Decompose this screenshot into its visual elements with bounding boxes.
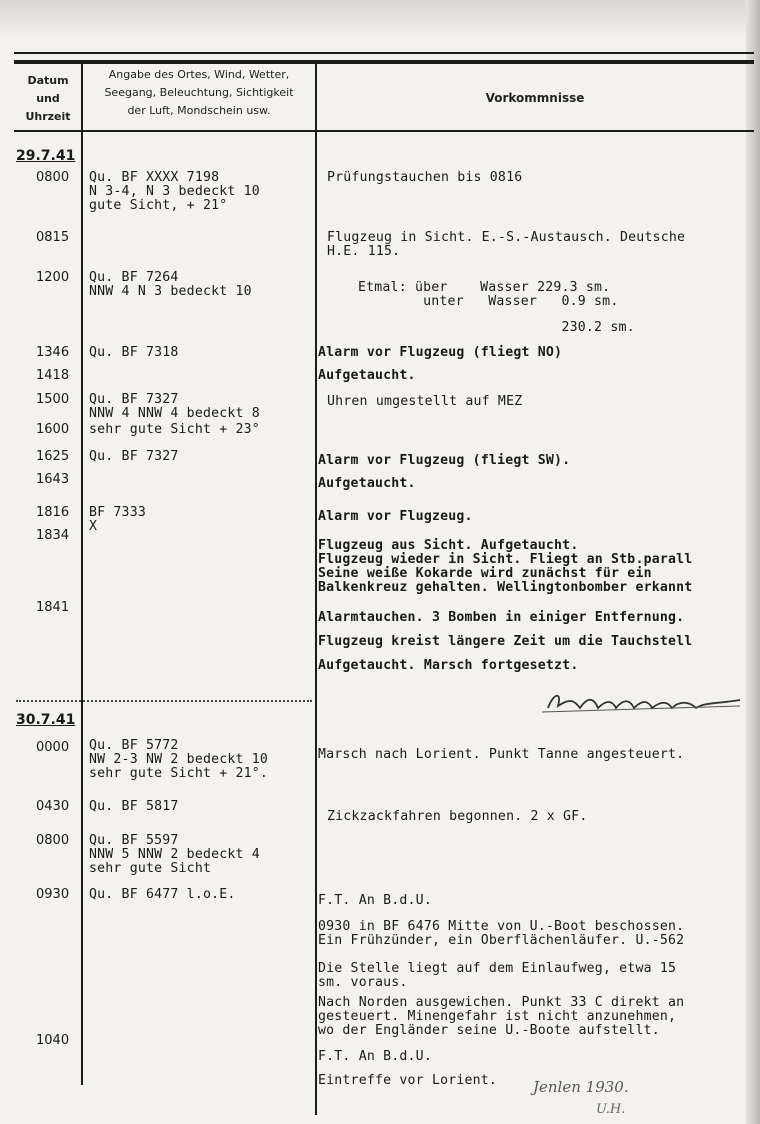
entry-event-line: F.T. An B.d.U. bbox=[318, 1049, 432, 1064]
entry-location-line: N 3-4, N 3 bedeckt 10 bbox=[89, 184, 260, 199]
entry-time: 1643 bbox=[36, 472, 70, 487]
entry-location-line: NNW 4 NNW 4 bedeckt 8 bbox=[89, 406, 260, 421]
header-location: Angabe des Ortes, Wind, Wetter, Seegang, Beleuchtung, Sichtigkeit der Luft, Mondschein usw. bbox=[104, 68, 294, 117]
entry-event-line: Alarm vor Flugzeug (fliegt NO) bbox=[318, 345, 563, 360]
col-divider-1 bbox=[81, 60, 83, 1085]
entry-location-line: NNW 4 N 3 bedeckt 10 bbox=[89, 284, 252, 299]
entry-time: 1346 bbox=[36, 345, 70, 360]
handwritten-initials: U.H. bbox=[596, 1102, 626, 1117]
entry-event-line: Ein Frühzünder, ein Oberflächenläufer. U.-562 bbox=[318, 933, 685, 948]
page-top-shadow bbox=[0, 0, 760, 40]
entry-time: 0930 bbox=[36, 887, 70, 902]
entry-event-line: sm. voraus. bbox=[318, 975, 408, 990]
entry-location-line: sehr gute Sicht bbox=[89, 861, 212, 876]
entry-event-line: Flugzeug aus Sicht. Aufgetaucht. bbox=[318, 538, 579, 553]
header-events: Vorkommnisse bbox=[485, 91, 585, 105]
top-rule bbox=[14, 52, 754, 54]
entry-event-line: 230.2 sm. bbox=[358, 320, 635, 335]
entry-event-line: Aufgetaucht. Marsch fortgesetzt. bbox=[318, 658, 579, 673]
entry-location-line: NNW 5 NNW 2 bedeckt 4 bbox=[89, 847, 260, 862]
entry-time: 1816 bbox=[36, 505, 70, 520]
entry-time: 0000 bbox=[36, 740, 70, 755]
entry-event-line: Flugzeug wieder in Sicht. Fliegt an Stb.parall bbox=[318, 552, 693, 567]
entry-time: 0800 bbox=[36, 833, 70, 848]
entry-time: 1600 bbox=[36, 422, 70, 437]
entry-time: 1841 bbox=[36, 600, 70, 615]
entry-location-line: Qu. BF 7318 bbox=[89, 345, 179, 360]
col-divider-2 bbox=[315, 60, 317, 1115]
entry-event-line: Alarm vor Flugzeug. bbox=[318, 509, 473, 524]
entry-time: 1200 bbox=[36, 270, 70, 285]
entry-event-line: Etmal: über Wasser 229.3 sm. bbox=[358, 280, 611, 295]
entry-event-line: Flugzeug in Sicht. E.-S.-Austausch. Deutsche bbox=[327, 230, 686, 245]
entry-event-line: Flugzeug kreist längere Zeit um die Tauchstell bbox=[318, 634, 693, 649]
entry-event-line: gesteuert. Minengefahr ist nicht anzunehmen, bbox=[318, 1009, 677, 1024]
entry-event-line: Aufgetaucht. bbox=[318, 476, 416, 491]
entry-location-line: BF 7333 bbox=[89, 505, 146, 520]
entry-location-line: NW 2-3 NW 2 bedeckt 10 bbox=[89, 752, 269, 767]
entry-location-line: sehr gute Sicht + 23° bbox=[89, 422, 260, 437]
entry-event-line: Alarmtauchen. 3 Bomben in einiger Entfernung. bbox=[318, 610, 685, 625]
date-1: 29.7.41 bbox=[16, 148, 76, 164]
entry-location-line: Qu. BF XXXX 7198 bbox=[89, 170, 220, 185]
entry-event-line: Seine weiße Kokarde wird zunächst für ein bbox=[318, 566, 652, 581]
date-separator bbox=[16, 700, 312, 702]
entry-time: 1418 bbox=[36, 368, 70, 383]
entry-location-line: Qu. BF 6477 l.o.E. bbox=[89, 887, 236, 902]
date-2: 30.7.41 bbox=[16, 712, 76, 728]
entry-event-line: Marsch nach Lorient. Punkt Tanne angesteuert. bbox=[318, 747, 685, 762]
entry-time: 1625 bbox=[36, 449, 70, 464]
entry-event-line: Die Stelle liegt auf dem Einlaufweg, etwa 15 bbox=[318, 961, 677, 976]
handwritten-note: Jenlen 1930. bbox=[533, 1078, 629, 1096]
entry-time: 1500 bbox=[36, 392, 70, 407]
entry-location-line: X bbox=[89, 519, 98, 534]
entry-event-line: Aufgetaucht. bbox=[318, 368, 416, 383]
header-date: Datum und Uhrzeit bbox=[25, 74, 71, 123]
page-edge-shadow bbox=[746, 0, 760, 1124]
entry-event-line: 0930 in BF 6476 Mitte von U.-Boot beschossen. bbox=[318, 919, 685, 934]
entry-event-line: wo der Engländer seine U.-Boote aufstellt. bbox=[318, 1023, 660, 1038]
entry-event-line: Alarm vor Flugzeug (fliegt SW). bbox=[318, 453, 571, 468]
entry-location-line: gute Sicht, + 21° bbox=[89, 198, 228, 213]
entry-event-line: Nach Norden ausgewichen. Punkt 33 C direkt an bbox=[318, 995, 685, 1010]
entry-time: 0430 bbox=[36, 799, 70, 814]
entry-time: 1040 bbox=[36, 1033, 70, 1048]
entry-event-line: Prüfungstauchen bis 0816 bbox=[327, 170, 523, 185]
entry-time: 0800 bbox=[36, 170, 70, 185]
entry-event-line: unter Wasser 0.9 sm. bbox=[358, 294, 619, 309]
signature bbox=[540, 688, 750, 718]
top-rule-thick bbox=[14, 60, 754, 64]
entry-event-line: Eintreffe vor Lorient. bbox=[318, 1073, 498, 1088]
entry-event-line: Zickzackfahren begonnen. 2 x GF. bbox=[327, 809, 588, 824]
entry-event-line: Balkenkreuz gehalten. Wellingtonbomber erkannt bbox=[318, 580, 693, 595]
entry-time: 1834 bbox=[36, 528, 70, 543]
entry-event-line: F.T. An B.d.U. bbox=[318, 893, 432, 908]
entry-location-line: Qu. BF 7264 bbox=[89, 270, 179, 285]
entry-location-line: Qu. BF 5817 bbox=[89, 799, 179, 814]
entry-location-line: Qu. BF 5772 bbox=[89, 738, 179, 753]
entry-location-line: sehr gute Sicht + 21°. bbox=[89, 766, 269, 781]
entry-time: 0815 bbox=[36, 230, 70, 245]
entry-location-line: Qu. BF 5597 bbox=[89, 833, 179, 848]
entry-location-line: Qu. BF 7327 bbox=[89, 392, 179, 407]
header-bottom-rule bbox=[14, 130, 754, 132]
entry-event-line: H.E. 115. bbox=[327, 244, 401, 259]
entry-event-line: Uhren umgestellt auf MEZ bbox=[327, 394, 523, 409]
entry-location-line: Qu. BF 7327 bbox=[89, 449, 179, 464]
